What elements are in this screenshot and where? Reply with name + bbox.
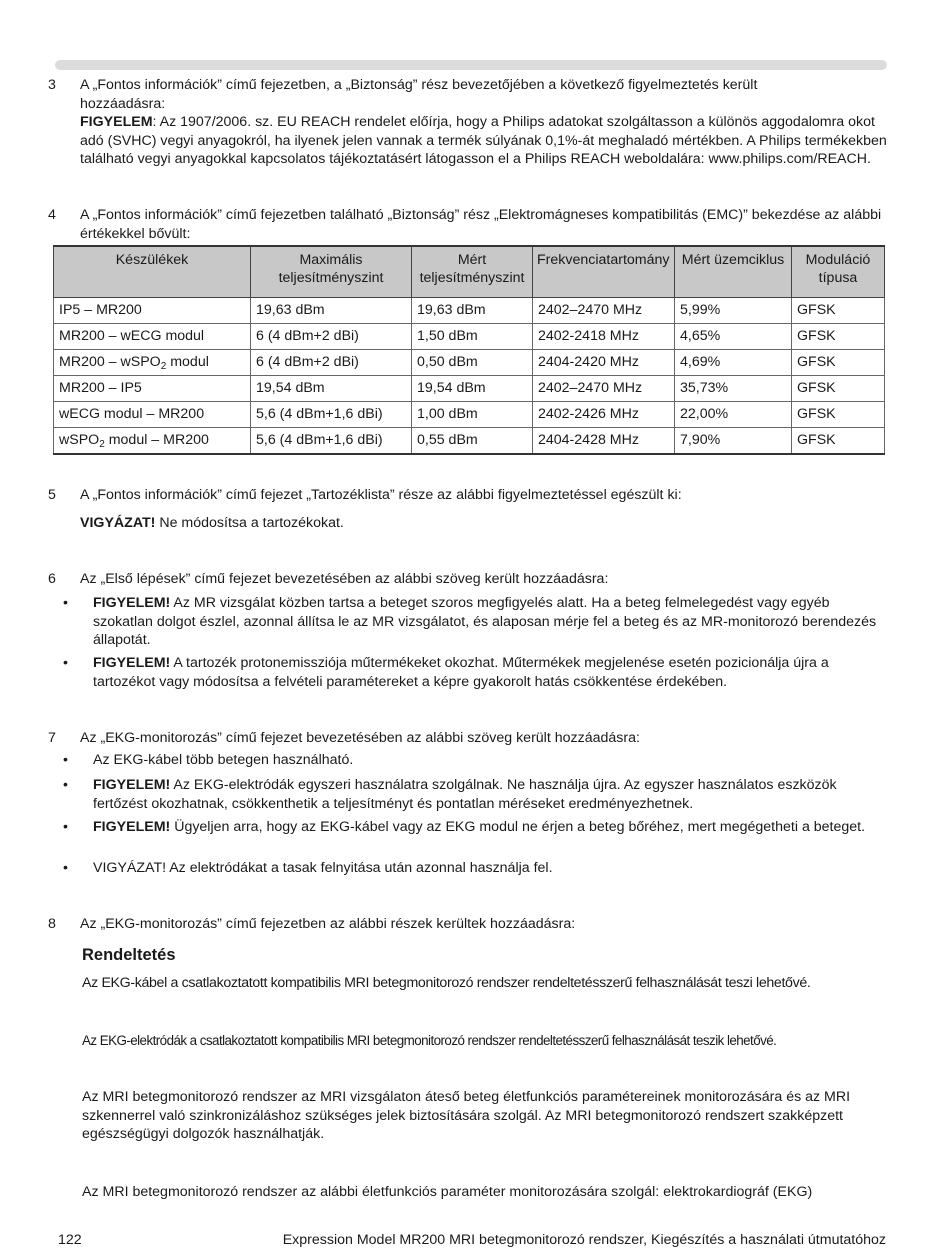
- frequency-cell: 2402–2470 MHz: [533, 298, 675, 324]
- section-number: 5: [48, 487, 56, 503]
- frequency-cell: 2402–2470 MHz: [533, 376, 675, 402]
- device-name-suffix: modul: [166, 354, 209, 370]
- device-name: wSPO: [59, 432, 100, 448]
- column-header: Mért üzemciklus: [675, 246, 792, 298]
- measured-power-cell: 19,54 dBm: [412, 376, 533, 402]
- max-power-cell: 19,54 dBm: [251, 376, 412, 402]
- measured-power-cell: 19,63 dBm: [412, 298, 533, 324]
- frequency-cell: 2404-2428 MHz: [533, 428, 675, 455]
- list-item-text: Az MR vizsgálat közben tartsa a beteget szoros megfigyelés alatt. Ha a beteg felmelegedést vagy egyéb szokatlan dolgot észlel, azonnal állítsa le az MR vizsgálatot, és alaposan mérje fel a beteg és az MR-monitorozó berendezés állapotát.: [93, 595, 877, 648]
- section-3-line-2: hozzáadásra:: [80, 95, 166, 112]
- device-cell: [54, 350, 251, 376]
- warning-label: FIGYELEM!: [93, 819, 171, 835]
- paragraph: Az MRI betegmonitorozó rendszer az alábbi életfunkciós paraméter monitorozására szolgál: elektrokardiográf (EKG): [82, 1184, 813, 1200]
- max-power-cell: 6 (4 dBm+2 dBi): [251, 350, 412, 376]
- table-row: [54, 428, 885, 455]
- warning-label: VIGYÁZAT!: [80, 515, 156, 531]
- device-cell: MR200 – wECG modul: [54, 324, 251, 350]
- duty-cycle-cell: 5,99%: [675, 298, 792, 324]
- warning-text: : Az 1907/2006. sz. EU REACH rendelet előírja, hogy a Philips adatokat szolgáltasson a különös aggodalomra okot adó (SVHC) vegyi anyagokról, ha ilyenek jelen vannak a termék súlyának 0,1%-át meghaladó mértékben. A Philips termékekben található vegyi anyagokkal kapcsolatos tájékoztatásért látogasson el a Philips REACH weboldalára: www.philips.com/REACH.: [80, 114, 887, 167]
- emc-table: [53, 245, 885, 455]
- measured-power-cell: 1,50 dBm: [412, 324, 533, 350]
- page-number: 122: [58, 1232, 82, 1248]
- frequency-cell: 2402-2426 MHz: [533, 402, 675, 428]
- duty-cycle-cell: 4,65%: [675, 324, 792, 350]
- section-5-warning: [80, 514, 890, 533]
- column-header: Moduláció típusa: [792, 246, 885, 298]
- section-8-intro: Az „EKG-monitorozás” című fejezetben az alábbi részek kerültek hozzáadásra:: [80, 916, 576, 932]
- warning-label: FIGYELEM: [80, 114, 153, 130]
- list-item-text: A tartozék protonemissziója műtermékeket okozhat. Műtermékek megjelenése esetén pozicionálja újra a tartozékot vagy módosítsa a felvételi paramétereket a képre gyakorolt hatás csökkentése érdekében.: [93, 655, 829, 690]
- warning-label: FIGYELEM!: [93, 595, 171, 611]
- modulation-cell: GFSK: [792, 428, 885, 455]
- section-3-line-1: A „Fontos információk” című fejezetben, a „Biztonság” rész bevezetőjében a következő figyelmeztetés került: [80, 77, 758, 93]
- modulation-cell: GFSK: [792, 376, 885, 402]
- column-header: Frekvenciatartomány: [533, 246, 675, 298]
- device-cell: [54, 428, 251, 455]
- subscript: 2: [99, 439, 105, 450]
- column-header: Maximális teljesítményszint: [251, 246, 412, 298]
- device-name: MR200 – wSPO: [59, 354, 161, 370]
- measured-power-cell: 0,50 dBm: [412, 350, 533, 376]
- column-header: Készülékek: [54, 246, 251, 298]
- list-item: [93, 859, 888, 878]
- table-header-row: [54, 246, 885, 298]
- bullet-icon: •: [63, 777, 68, 793]
- subscript: 2: [160, 361, 167, 372]
- device-cell: MR200 – IP5: [54, 376, 251, 402]
- measured-power-cell: 0,55 dBm: [412, 428, 533, 455]
- section-heading: Rendeltetés: [82, 946, 176, 964]
- bullet-icon: •: [63, 860, 68, 876]
- bullet-icon: •: [63, 595, 68, 611]
- top-rule: [55, 60, 887, 70]
- list-item-text: Ügyeljen arra, hogy az EKG-kábel vagy az EKG modul ne érjen a beteg bőréhez, mert megégetheti a beteget.: [170, 819, 866, 835]
- device-cell: wECG modul – MR200: [54, 402, 251, 428]
- list-item-text: VIGYÁZAT! Az elektródákat a tasak felnyitása után azonnal használja fel.: [93, 860, 553, 876]
- section-number: 6: [48, 571, 56, 587]
- warning-label: FIGYELEM!: [93, 777, 171, 793]
- list-item-text: Az EKG-kábel több betegen használható.: [93, 752, 354, 768]
- section-3-warning: [80, 113, 890, 169]
- modulation-cell: GFSK: [792, 350, 885, 376]
- paragraph: Az MRI betegmonitorozó rendszer az MRI vizsgálaton áteső beteg életfunkciós paramétereinek monitorozására és az MRI szkennerrel való szinkronizáláshoz szükséges jelek biztosítására szolgál. Az MRI betegmonitorozó rendszert szakképzett egészségügyi dolgozók használhatják.: [82, 1089, 851, 1142]
- max-power-cell: 5,6 (4 dBm+1,6 dBi): [251, 428, 412, 455]
- duty-cycle-cell: 35,73%: [675, 376, 792, 402]
- section-4-intro: A „Fontos információk” című fejezetben található „Biztonság” rész „Elektromágneses kompatibilitás (EMC)” bekezdése az alábbi értékekkel bővült:: [80, 207, 882, 242]
- modulation-cell: GFSK: [792, 402, 885, 428]
- modulation-cell: GFSK: [792, 324, 885, 350]
- max-power-cell: 5,6 (4 dBm+1,6 dBi): [251, 402, 412, 428]
- section-number: 7: [48, 730, 56, 746]
- duty-cycle-cell: 22,00%: [675, 402, 792, 428]
- list-item: [93, 751, 888, 770]
- max-power-cell: 19,63 dBm: [251, 298, 412, 324]
- table-row: [54, 376, 885, 402]
- list-item: [93, 776, 888, 813]
- frequency-cell: 2404-2420 MHz: [533, 350, 675, 376]
- modulation-cell: GFSK: [792, 298, 885, 324]
- paragraph: Az EKG-kábel a csatlakoztatott kompatibilis MRI betegmonitorozó rendszer rendeltetésszerű felhasználását teszi lehetővé.: [82, 975, 811, 991]
- section-3-intro: [80, 76, 890, 169]
- frequency-cell: 2402-2418 MHz: [533, 324, 675, 350]
- measured-power-cell: 1,00 dBm: [412, 402, 533, 428]
- section-number: 3: [48, 77, 56, 93]
- table-row: [54, 350, 885, 376]
- section-number: 8: [48, 916, 56, 932]
- list-item: [93, 654, 888, 691]
- list-item: [93, 594, 888, 650]
- bullet-icon: •: [63, 819, 68, 835]
- duty-cycle-cell: 4,69%: [675, 350, 792, 376]
- section-number: 4: [48, 207, 56, 223]
- device-cell: IP5 – MR200: [54, 298, 251, 324]
- footer-title: Expression Model MR200 MRI betegmonitorozó rendszer, Kiegészítés a használati útmutatóhoz: [282, 1232, 886, 1248]
- warning-text: Ne módosítsa a tartozékokat.: [155, 515, 344, 531]
- column-header: Mért teljesítményszint: [412, 246, 533, 298]
- section-5-intro: A „Fontos információk” című fejezet „Tartozéklista” része az alábbi figyelmeztetéssel egészült ki:: [80, 487, 682, 503]
- max-power-cell: 6 (4 dBm+2 dBi): [251, 324, 412, 350]
- warning-label: FIGYELEM!: [93, 655, 171, 671]
- table-row: [54, 402, 885, 428]
- list-item: [93, 818, 888, 837]
- bullet-icon: •: [63, 655, 68, 671]
- duty-cycle-cell: 7,90%: [675, 428, 792, 455]
- list-item-text: Az EKG-elektródák egyszeri használatra szolgálnak. Ne használja újra. Az egyszer használatos eszközök fertőzést okozhatnak, csökkenthetik a teljesítményt és pontatlan méréseket eredményezhetnek.: [93, 777, 837, 812]
- paragraph: Az EKG-elektródák a csatlakoztatott kompatibilis MRI betegmonitorozó rendszer rendeltetésszerű felhasználását teszik lehetővé.: [82, 1033, 777, 1048]
- section-7-intro: Az „EKG-monitorozás” című fejezet bevezetésében az alábbi szöveg került hozzáadásra:: [80, 730, 640, 746]
- table-row: [54, 324, 885, 350]
- bullet-icon: •: [63, 752, 68, 768]
- table-row: [54, 298, 885, 324]
- device-name-suffix: modul – MR200: [104, 432, 209, 448]
- section-6-intro: Az „Első lépések” című fejezet bevezetésében az alábbi szöveg került hozzáadásra:: [80, 571, 609, 587]
